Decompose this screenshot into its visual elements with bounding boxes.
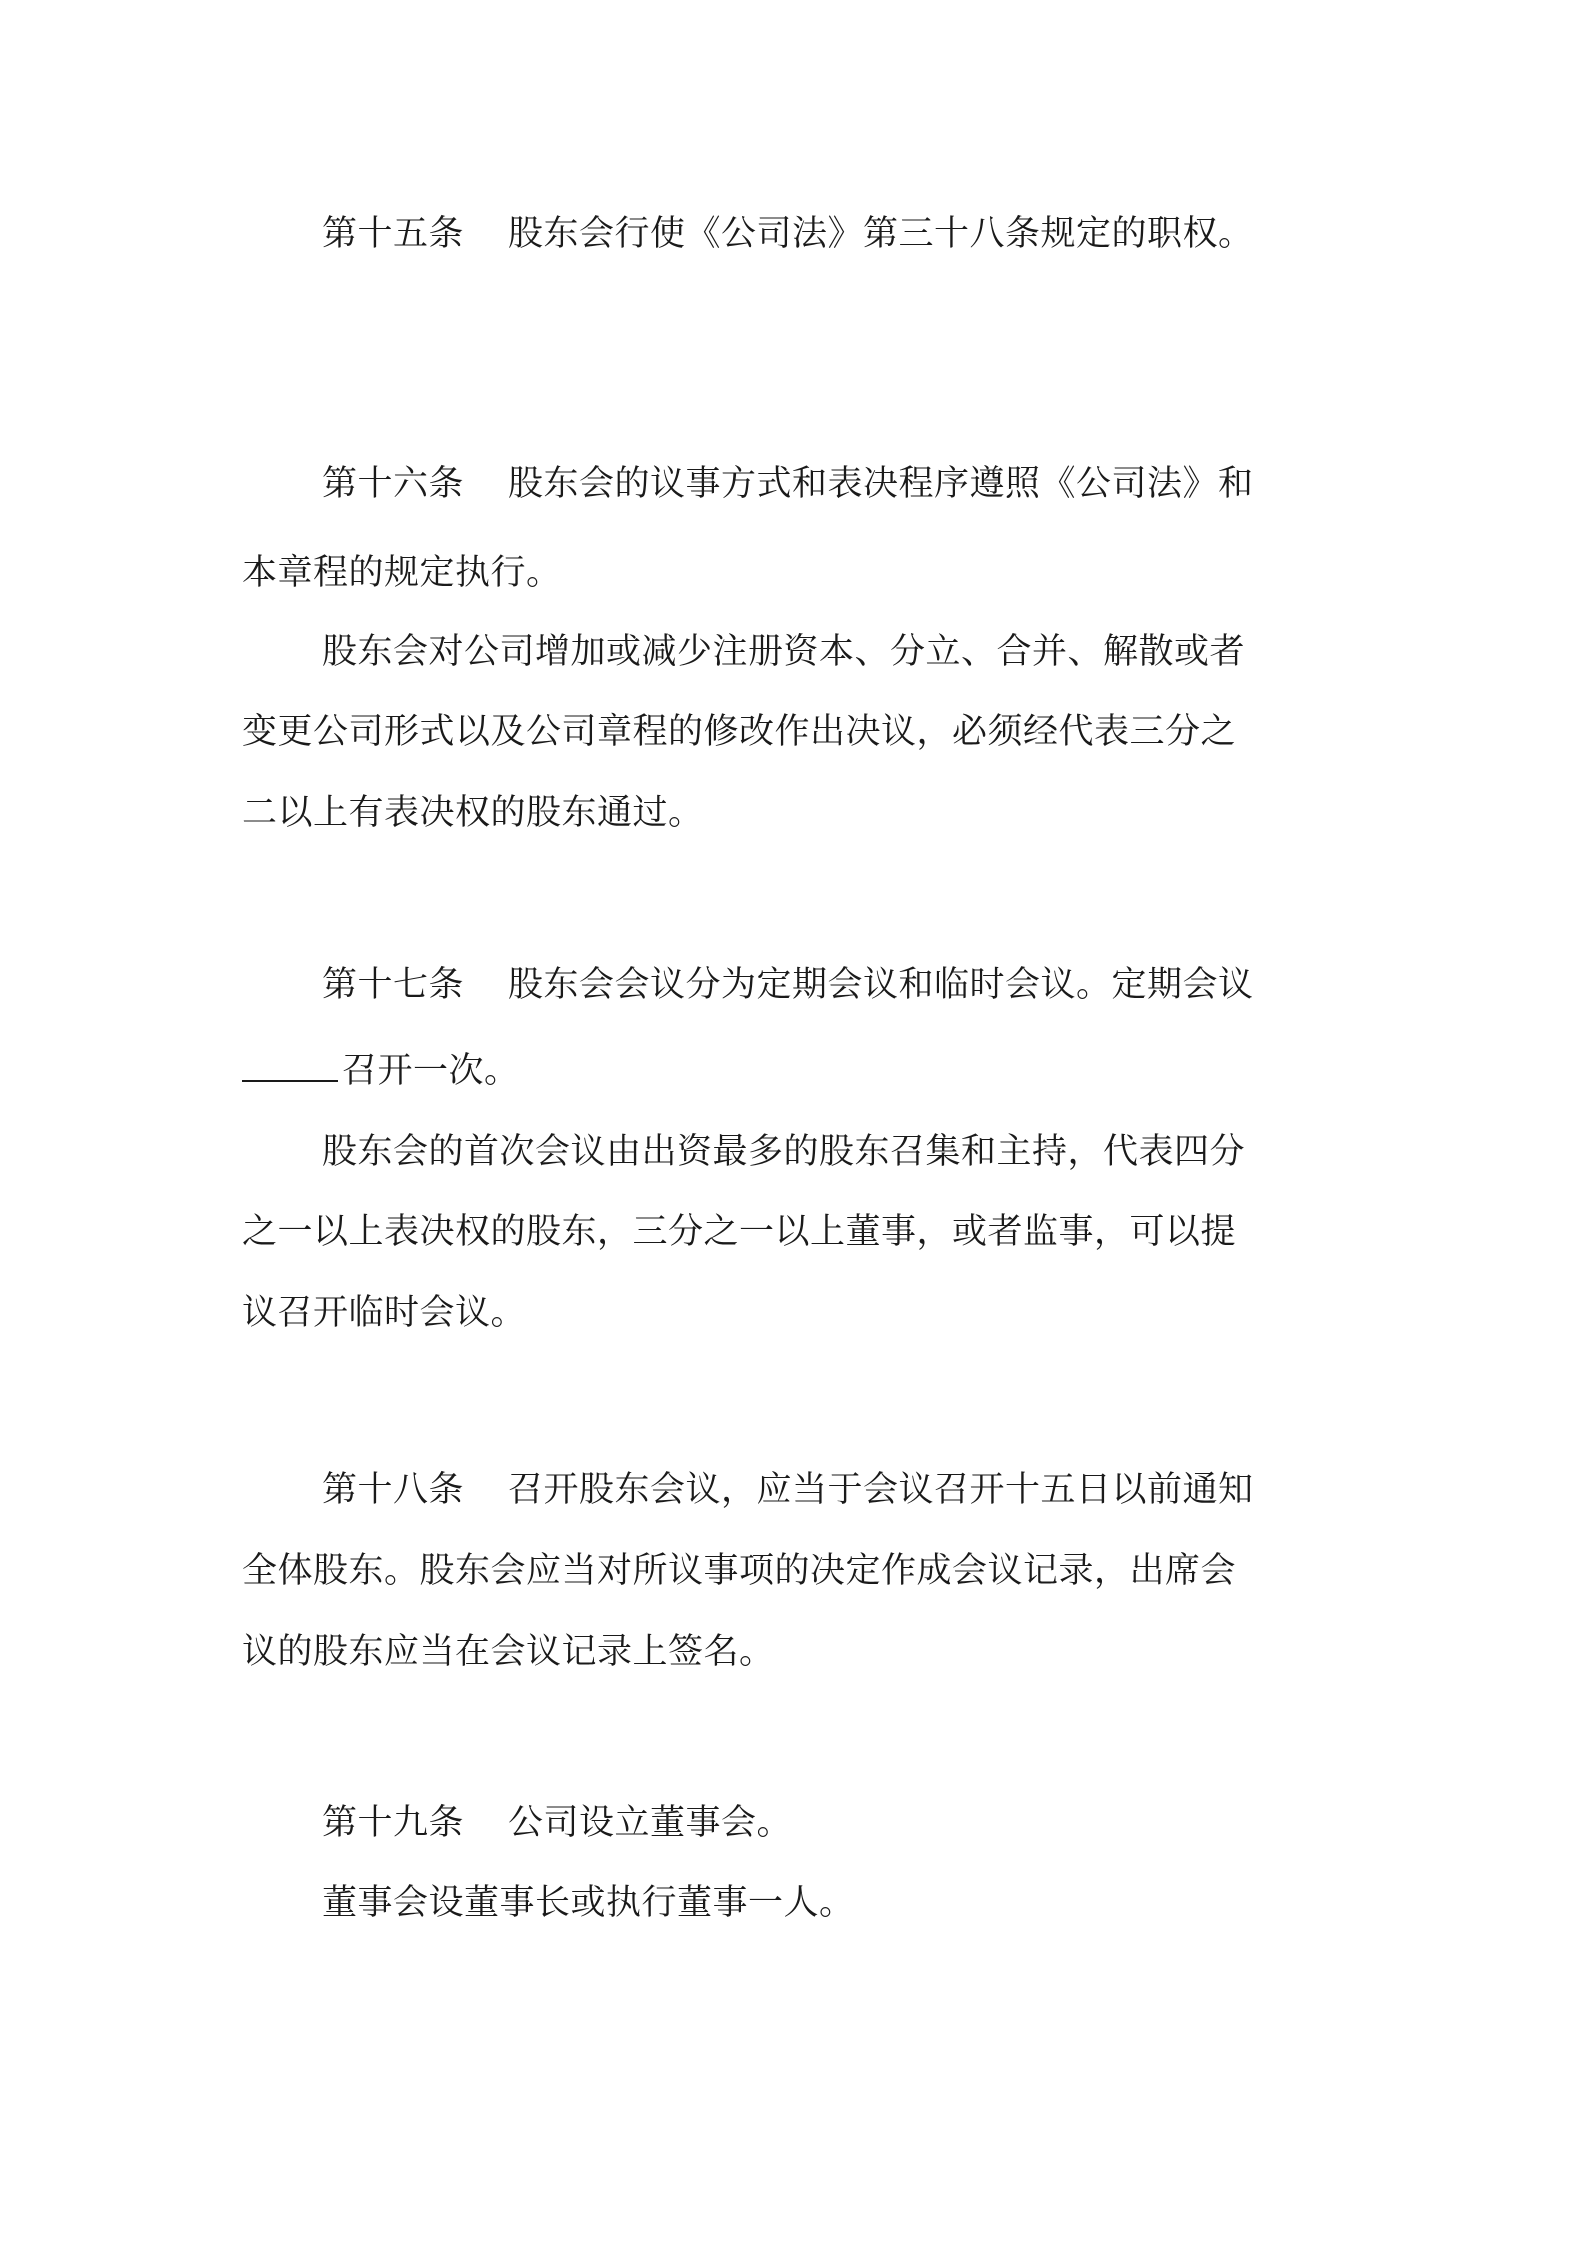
article-18-line-1 [322, 1468, 1442, 1512]
article-16-line-4: 变更公司形式以及公司章程的修改作出决议，必须经代表三分之 [242, 712, 1237, 752]
article-18-title: 第十八条 [322, 1470, 465, 1510]
article-18-text-1: 召开股东会议，应当于会议召开十五日以前通知 [508, 1470, 1254, 1510]
article-19-text-1: 公司设立董事会。 [508, 1803, 793, 1843]
article-19-line-1 [322, 1801, 1442, 1845]
article-16-title: 第十六条 [322, 464, 465, 504]
article-18-line-2: 全体股东。股东会应当对所议事项的决定作成会议记录，出席会 [242, 1551, 1237, 1591]
article-19-line-2: 董事会设董事长或执行董事一人。 [322, 1883, 855, 1923]
article-16-line-2: 本章程的规定执行。 [242, 553, 562, 593]
article-17-title: 第十七条 [322, 965, 465, 1005]
article-16-line-1 [322, 462, 1442, 506]
article-17-line-3: 股东会的首次会议由出资最多的股东召集和主持，代表四分 [322, 1132, 1246, 1172]
article-17-line-5: 议召开临时会议。 [242, 1293, 527, 1333]
article-15-title: 第十五条 [322, 214, 465, 254]
article-17-line-1 [322, 963, 1442, 1007]
blank-fill-line [242, 1050, 338, 1082]
article-16-line-5: 二以上有表决权的股东通过。 [242, 793, 704, 833]
article-17-text-2: 召开一次。 [342, 1051, 520, 1091]
article-17-text-1: 股东会会议分为定期会议和临时会议。定期会议 [508, 965, 1254, 1005]
article-16-line-3: 股东会对公司增加或减少注册资本、分立、合并、解散或者 [322, 632, 1246, 672]
article-16-text-1: 股东会的议事方式和表决程序遵照《公司法》和 [508, 464, 1254, 504]
article-17-line-2 [242, 1049, 1362, 1093]
article-15-line-1 [322, 212, 1442, 256]
article-18-line-3: 议的股东应当在会议记录上签名。 [242, 1632, 775, 1672]
article-15-text: 股东会行使《公司法》第三十八条规定的职权。 [508, 214, 1254, 254]
article-19-title: 第十九条 [322, 1803, 465, 1843]
article-17-line-4: 之一以上表决权的股东，三分之一以上董事，或者监事，可以提 [242, 1212, 1237, 1252]
